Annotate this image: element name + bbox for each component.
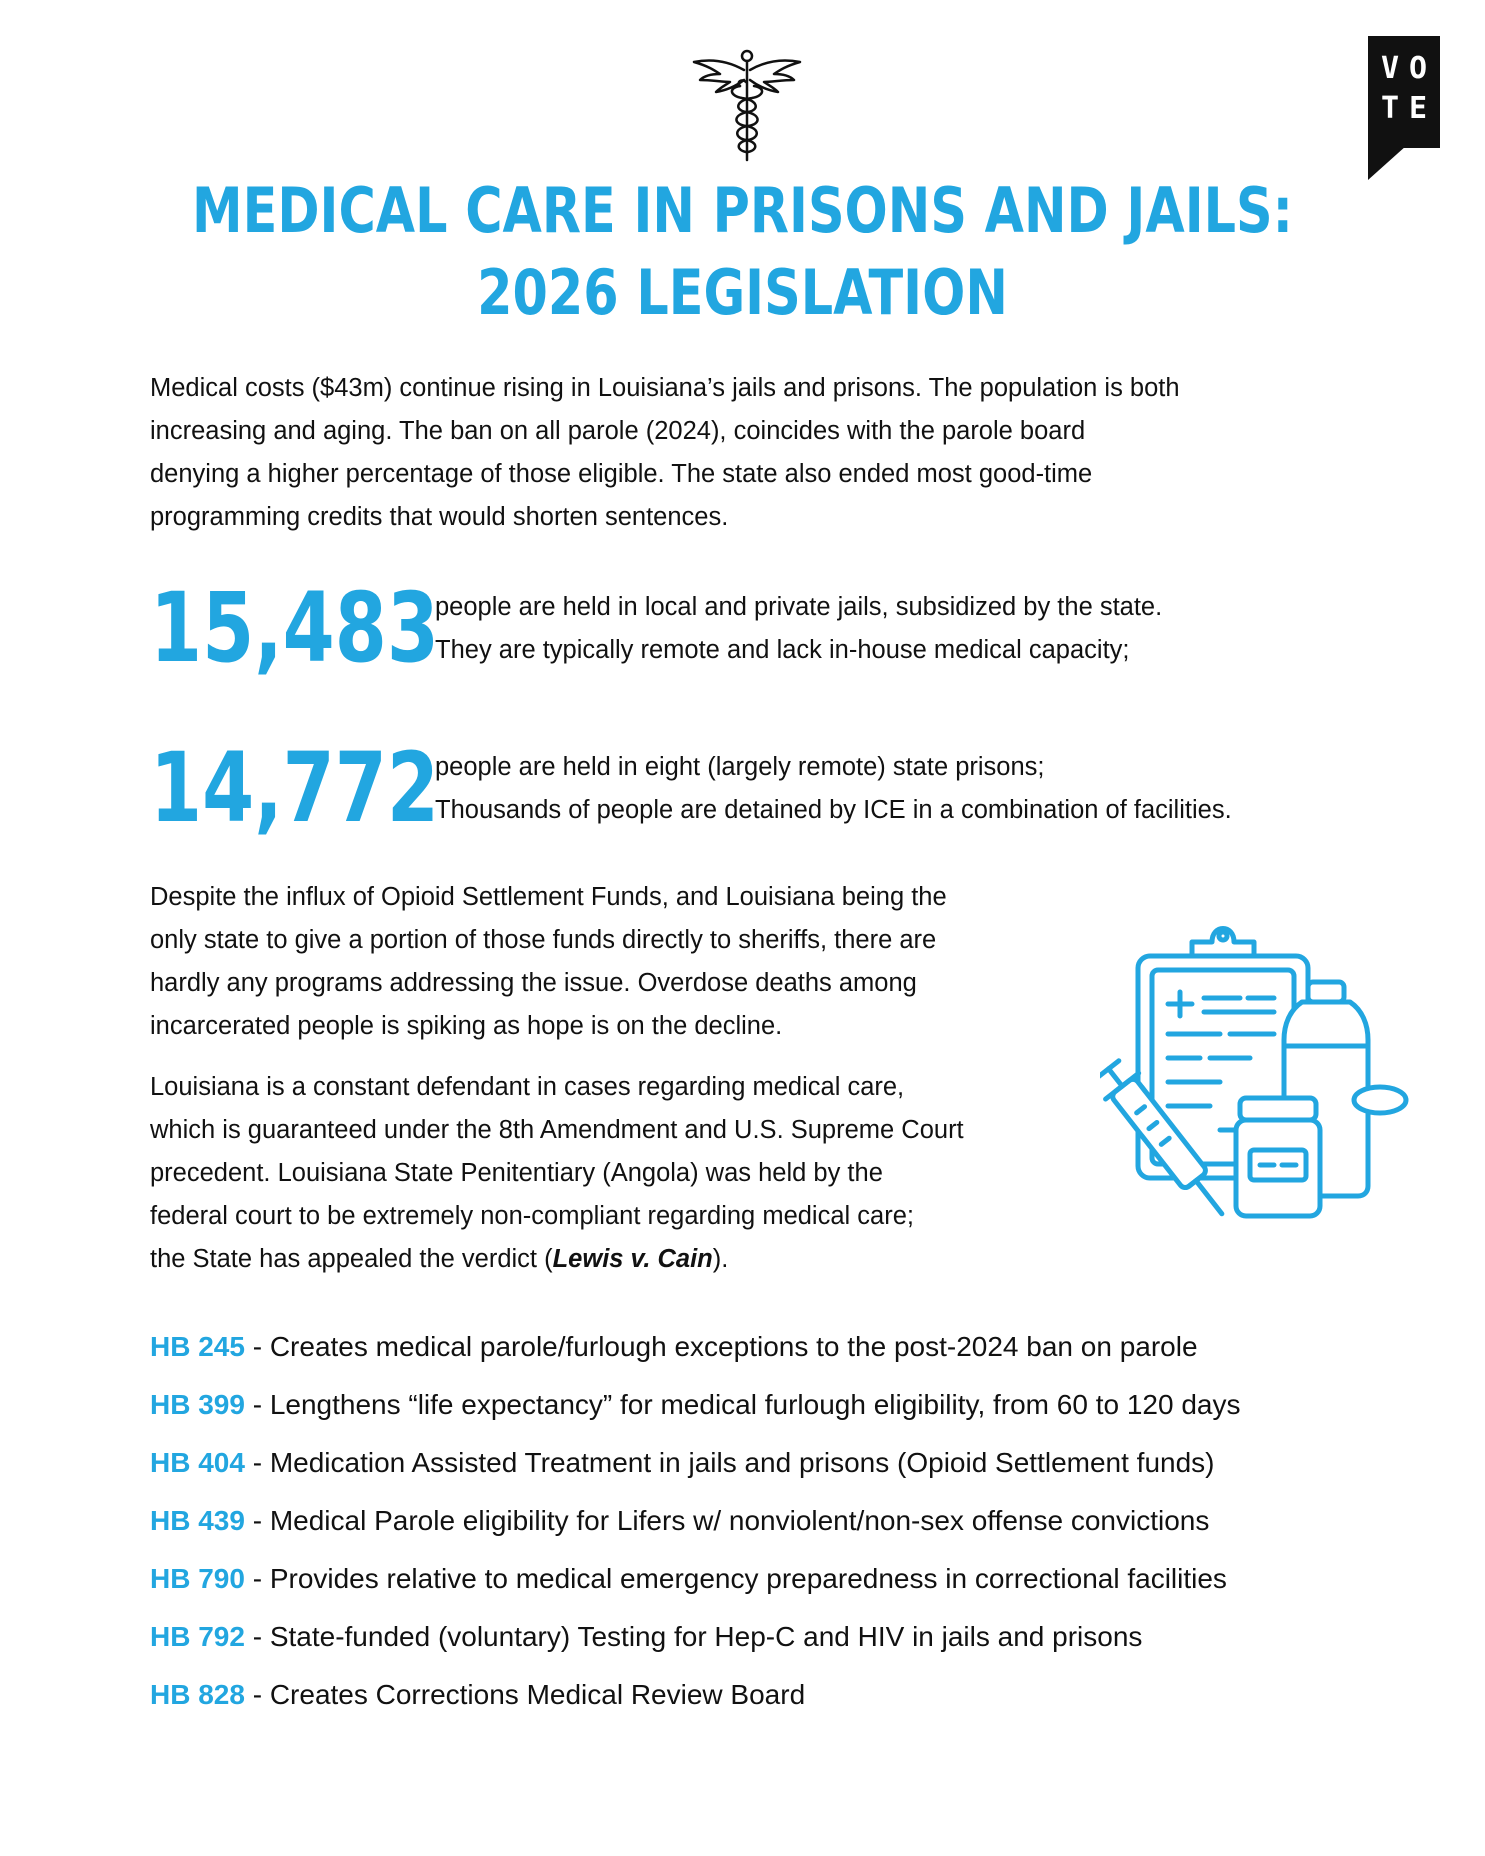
bill-list	[150, 1318, 1450, 1724]
paragraph-line: only state to give a portion of those funds directly to sheriffs, there are	[150, 926, 937, 954]
bill-description: - Creates Corrections Medical Review Board	[244, 1679, 806, 1710]
list-item	[150, 1492, 1450, 1550]
vote-letter-v: V	[1380, 51, 1400, 86]
paragraph-line: federal court to be extremely non-compliant regarding medical care;	[150, 1202, 914, 1230]
list-item	[150, 1666, 1450, 1724]
vote-letter-o: O	[1408, 51, 1428, 86]
verdict-prefix: the State has appealed the verdict (	[150, 1245, 553, 1273]
clipboard-syringe-medicine-bottles-icon	[1100, 920, 1410, 1220]
stat-line: people are held in local and private jails, subsidized by the state.	[435, 593, 1163, 621]
intro-line: increasing and aging. The ban on all parole (2024), coincides with the parole board	[150, 417, 1086, 445]
stat-line: Thousands of people are detained by ICE in a combination of facilities.	[435, 796, 1232, 824]
bill-number: HB 792	[150, 1621, 245, 1652]
intro-line: denying a higher percentage of those eligible. The state also ended most good-time	[150, 460, 1093, 488]
list-item	[150, 1434, 1450, 1492]
paragraph-last-line	[150, 1238, 1110, 1281]
bill-description: - State-funded (voluntary) Testing for Hep-C and HIV in jails and prisons	[244, 1621, 1143, 1652]
caduceus-icon	[690, 48, 804, 166]
stat-line: They are typically remote and lack in-house medical capacity;	[435, 636, 1130, 664]
bill-number: HB 399	[150, 1389, 245, 1420]
list-item	[150, 1608, 1450, 1666]
paragraph-line: hardly any programs addressing the issue. Overdose deaths among	[150, 969, 917, 997]
vote-logo	[1368, 36, 1440, 180]
vote-logo-box	[1368, 36, 1440, 148]
title-line-2: 2026 LEGISLATION	[477, 256, 1008, 329]
bill-description: - Provides relative to medical emergency preparedness in correctional facilities	[244, 1563, 1227, 1594]
intro-line: programming credits that would shorten sentences.	[150, 503, 729, 531]
bill-number: HB 439	[150, 1505, 245, 1536]
stat-number-jails: 15,483	[150, 572, 439, 684]
paragraph-line: incarcerated people is spiking as hope is on the decline.	[150, 1012, 783, 1040]
bill-number: HB 790	[150, 1563, 245, 1594]
case-name: Lewis v. Cain	[552, 1245, 713, 1273]
bill-description: - Medical Parole eligibility for Lifers w/ nonviolent/non-sex offense convictions	[244, 1505, 1210, 1536]
list-item	[150, 1376, 1450, 1434]
verdict-suffix: ).	[712, 1245, 729, 1273]
paragraph-line: precedent. Louisiana State Penitentiary (Angola) was held by the	[150, 1159, 883, 1187]
bill-number: HB 828	[150, 1679, 245, 1710]
litigation-paragraph	[150, 1066, 1110, 1281]
paragraph-line: which is guaranteed under the 8th Amendment and U.S. Supreme Court	[150, 1116, 964, 1144]
bill-number: HB 245	[150, 1331, 245, 1362]
list-item	[150, 1318, 1450, 1376]
stat-number-prisons: 14,772	[150, 732, 439, 844]
list-item	[150, 1550, 1450, 1608]
intro-paragraph	[150, 367, 1370, 539]
stat-description-jails	[435, 586, 1395, 672]
vote-letter-t: T	[1380, 91, 1400, 126]
bill-description: - Creates medical parole/furlough exceptions to the post-2024 ban on parole	[244, 1331, 1198, 1362]
vote-letter-e: E	[1408, 91, 1428, 126]
bill-number: HB 404	[150, 1447, 245, 1478]
stat-line: people are held in eight (largely remote) state prisons;	[435, 753, 1045, 781]
bill-description: - Medication Assisted Treatment in jails and prisons (Opioid Settlement funds)	[244, 1447, 1215, 1478]
stat-description-prisons	[435, 746, 1395, 832]
bill-description: - Lengthens “life expectancy” for medical furlough eligibility, from 60 to 120 days	[244, 1389, 1241, 1420]
paragraph-line: Despite the influx of Opioid Settlement Funds, and Louisiana being the	[150, 883, 947, 911]
title-line-1: MEDICAL CARE IN PRISONS AND JAILS:	[192, 174, 1293, 247]
speech-tail-icon	[1368, 146, 1440, 180]
page-title	[134, 170, 1352, 334]
intro-line: Medical costs ($43m) continue rising in Louisiana’s jails and prisons. The population is both	[150, 374, 1180, 402]
opioid-paragraph	[150, 876, 1110, 1048]
paragraph-line: Louisiana is a constant defendant in cases regarding medical care,	[150, 1073, 905, 1101]
